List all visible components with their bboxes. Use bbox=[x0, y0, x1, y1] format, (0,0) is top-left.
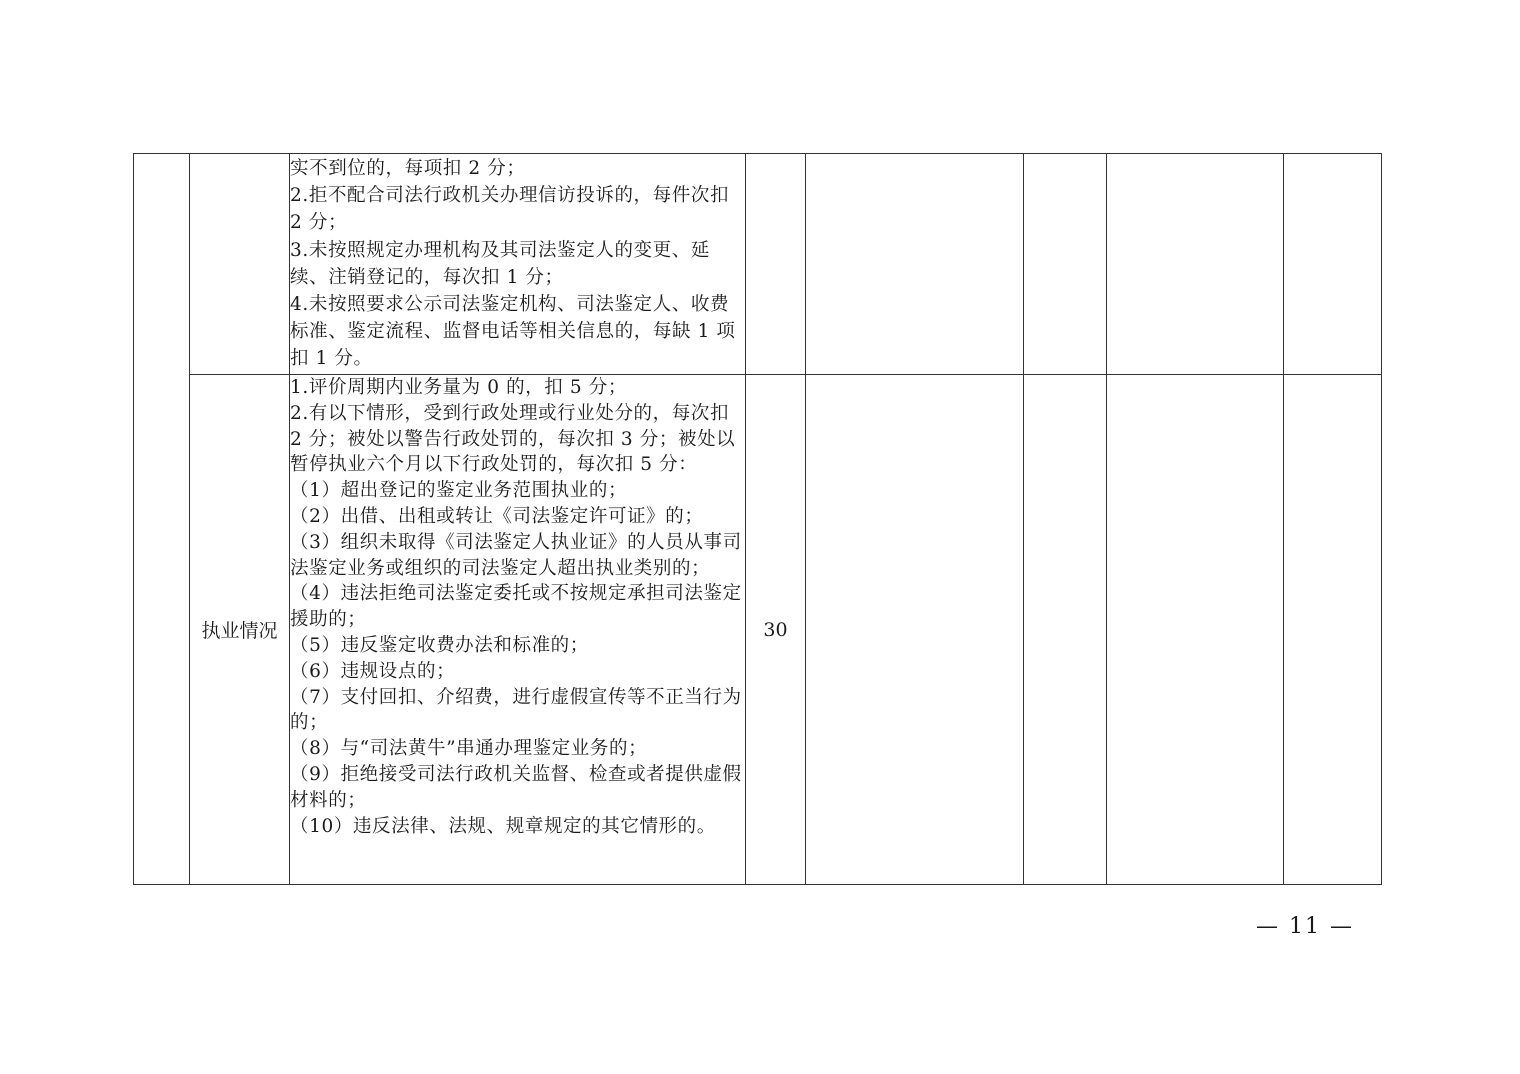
table-row bbox=[134, 154, 1382, 375]
criteria-line: （4）违法拒绝司法鉴定委托或不按规定承担司法鉴定援助的； bbox=[290, 583, 742, 631]
category-cell bbox=[134, 154, 190, 885]
criteria-line: （7）支付回扣、介绍费，进行虚假宣传等不正当行为的； bbox=[290, 686, 742, 734]
criteria-line: （8）与“司法黄牛”串通办理鉴定业务的； bbox=[290, 738, 648, 760]
empty-cell bbox=[1284, 375, 1382, 885]
criteria-line: 实不到位的，每项扣 2 分； bbox=[290, 158, 526, 179]
criteria-line: （5）违反鉴定收费办法和标准的； bbox=[290, 634, 589, 656]
empty-cell bbox=[1284, 154, 1382, 375]
page-number: — 11 — bbox=[1256, 914, 1354, 939]
empty-cell bbox=[806, 154, 1024, 375]
evaluation-table bbox=[133, 153, 1382, 885]
criteria-line: 2.有以下情形，受到行政处理或行业处分的，每次扣 2 分；被处以警告行政处罚的，每次扣 3 分；被处以暂停执业六个月以下行政处罚的，每次扣 5 分： bbox=[290, 402, 736, 476]
score-cell bbox=[746, 154, 806, 375]
criteria-cell bbox=[290, 375, 746, 885]
criteria-line: （3）组织未取得《司法鉴定人执业证》的人员从事司法鉴定业务或组织的司法鉴定人超出执业类别的； bbox=[290, 531, 742, 579]
criteria-line: 2.拒不配合司法行政机关办理信访投诉的，每件次扣 2 分； bbox=[290, 185, 730, 234]
empty-cell bbox=[1107, 375, 1284, 885]
empty-cell bbox=[1024, 154, 1107, 375]
criteria-line: （9）拒绝接受司法行政机关监督、检查或者提供虚假材料的； bbox=[290, 763, 742, 811]
criteria-line: 3.未按照规定办理机构及其司法鉴定人的变更、延续、注销登记的，每次扣 1 分； bbox=[290, 239, 710, 288]
criteria-line: （6）违规设点的； bbox=[290, 660, 456, 682]
table-row bbox=[134, 375, 1382, 885]
empty-cell bbox=[1107, 154, 1284, 375]
item-cell: 执业情况 bbox=[190, 375, 290, 885]
criteria-cell bbox=[290, 154, 746, 375]
criteria-line: （1）超出登记的鉴定业务范围执业的； bbox=[290, 480, 628, 502]
criteria-line: 1.评价周期内业务量为 0 的，扣 5 分； bbox=[290, 377, 627, 398]
empty-cell bbox=[1024, 375, 1107, 885]
criteria-line: 4.未按照要求公示司法鉴定机构、司法鉴定人、收费标准、鉴定流程、监督电话等相关信息的，每缺 1 项扣 1 分。 bbox=[290, 294, 736, 370]
empty-cell bbox=[806, 375, 1024, 885]
item-cell bbox=[190, 154, 290, 375]
criteria-line: （2）出借、出租或转让《司法鉴定许可证》的； bbox=[290, 505, 704, 527]
score-cell: 30 bbox=[746, 375, 806, 885]
criteria-line: （10）违反法律、法规、规章规定的其它情形的。 bbox=[290, 815, 716, 837]
